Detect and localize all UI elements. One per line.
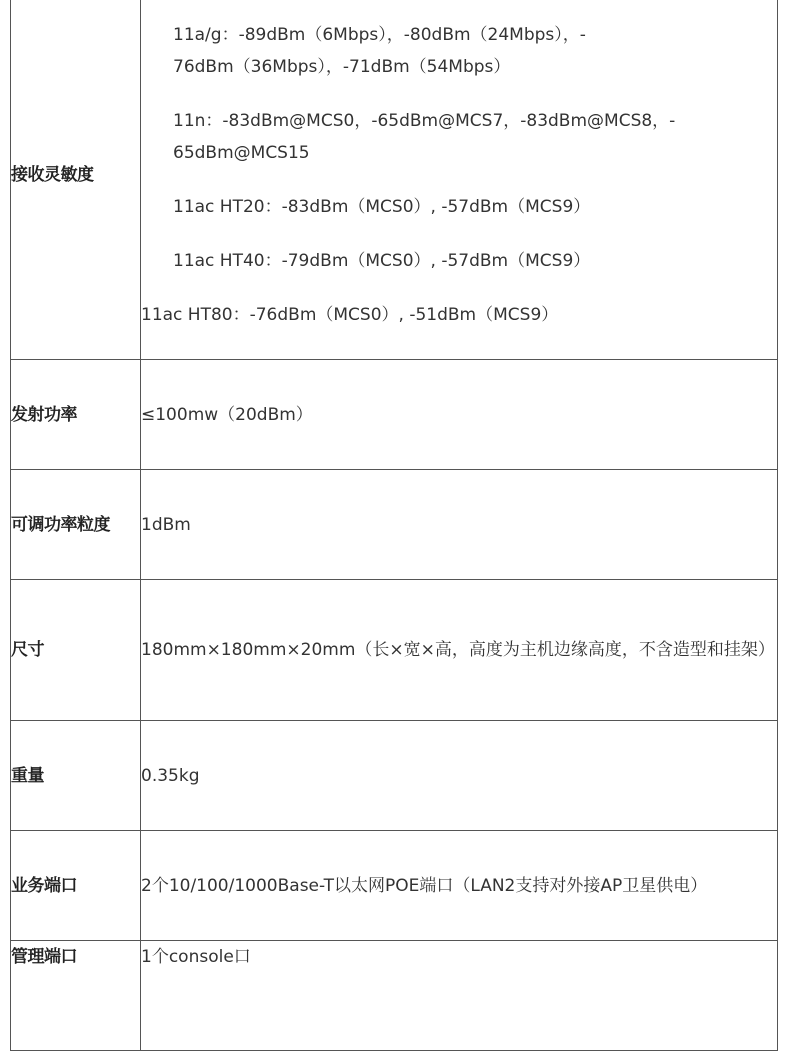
- row-label: 管理端口: [11, 941, 141, 1051]
- table-row-sensitivity: [11, 0, 778, 360]
- sensitivity-line-11ac-ht80: 11ac HT80：-76dBm（MCS0）, -51dBm（MCS9）: [141, 305, 559, 325]
- table-row-mgmt-port: [11, 941, 778, 1051]
- sensitivity-line-11ac-ht40: 11ac HT40：-79dBm（MCS0）, -57dBm（MCS9）: [173, 251, 591, 271]
- sensitivity-line-11n-1: 11n：-83dBm@MCS0，-65dBm@MCS7，-83dBm@MCS8，-: [173, 111, 676, 131]
- table-row-weight: [11, 721, 778, 831]
- sensitivity-line-11ag-2: 76dBm（36Mbps），-71dBm（54Mbps）: [173, 57, 511, 77]
- tx-power-value: ≤100mw（20dBm）: [141, 360, 778, 470]
- row-label: 重量: [11, 721, 141, 831]
- sensitivity-line-11ac-ht20: 11ac HT20：-83dBm（MCS0）, -57dBm（MCS9）: [173, 197, 591, 217]
- table-row-power-step: [11, 470, 778, 580]
- service-port-value: 2个10/100/1000Base-T以太网POE端口（LAN2支持对外接AP卫星供电）: [141, 831, 778, 941]
- sensitivity-line-11ag-1: 11a/g：-89dBm（6Mbps），-80dBm（24Mbps），-: [173, 25, 586, 45]
- row-label: 发射功率: [11, 360, 141, 470]
- weight-value: 0.35kg: [141, 721, 778, 831]
- sensitivity-value: [141, 0, 778, 360]
- row-label: 业务端口: [11, 831, 141, 941]
- spec-table: [10, 0, 778, 1051]
- row-label: 尺寸: [11, 580, 141, 721]
- sensitivity-line-11n-2: 65dBm@MCS15: [173, 143, 310, 163]
- table-row-size: [11, 580, 778, 721]
- table-row-service-port: [11, 831, 778, 941]
- power-step-value: 1dBm: [141, 470, 778, 580]
- size-value: 180mm×180mm×20mm（长×宽×高，高度为主机边缘高度，不含造型和挂架）: [141, 580, 778, 721]
- row-label: 接收灵敏度: [11, 0, 141, 360]
- row-label: 可调功率粒度: [11, 470, 141, 580]
- mgmt-port-value: 1个console口: [141, 941, 778, 1051]
- table-row-tx-power: [11, 360, 778, 470]
